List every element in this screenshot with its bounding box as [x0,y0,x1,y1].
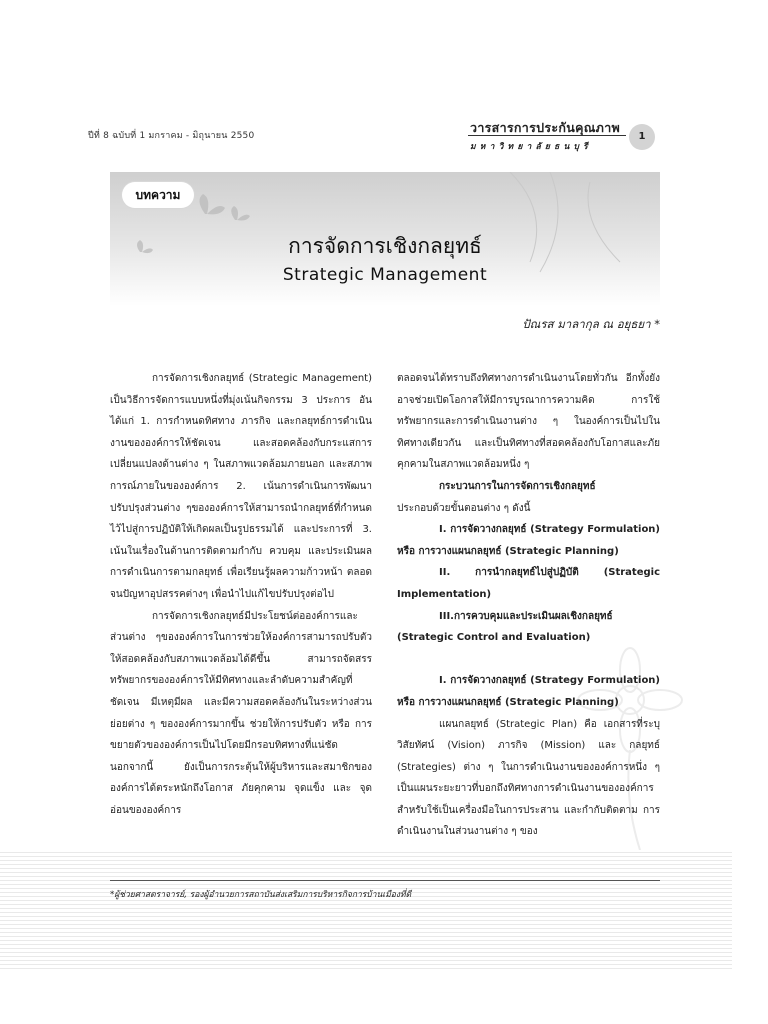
journal-subtitle: มหาวิทยาลัยธนบุรี [470,142,592,152]
subsection-heading: I. การจัดวางกลยุทธ์ (Strategy Formulation) หรือ การวางแผนกลยุทธ์ (Strategic Planning) [397,675,660,708]
article-title-english: Strategic Management [282,265,488,285]
author-name: ปัณรส มาลากุล ณ อยุธยา * [522,317,660,331]
section-heading: กระบวนการในการจัดการเชิงกลยุทธ์ [439,480,596,492]
left-text-column [110,368,372,821]
step-item: I. การจัดวางกลยุทธ์ (Strategy Formulation) หรือ การวางแผนกลยุทธ์ (Strategic Planning) [397,524,660,557]
section-tag: บทความ [122,182,194,208]
step-item: II. การนำกลยุทธ์ไปสู่ปฏิบัติ (Strategic Implementation) [397,567,660,600]
footnote-divider [110,880,660,881]
right-text-column [397,368,660,843]
paragraph: การจัดการเชิงกลยุทธ์ (Strategic Management) เป็นวิธีการจัดการแบบหนึ่งที่มุ่งเน้นกิจกรรม 3 ประการ อันได้แก่ 1. การกำหนดทิศทาง ภารกิจ และกลยุทธ์การดำเนินงานขององค์การให้ชัดเจน และสอดคล้องกับกระแสการเปลี่ยนแปลงด้านต่าง ๆ ในสภาพแวดล้อมภายนอก และสภาพการณ์ภายในขององค์การ 2. เน้นการดำเนินการพัฒนาปรับปรุงส่วนต่าง ๆขององค์การให้สามารถนำกลยุทธ์ที่กำหนดไว้ไปสู่การปฏิบัติให้เกิดผลเป็นรูปธรรมได้ และประการที่ 3. เน้นในเรื่องในด้านการติดตามกำกับ ควบคุม และประเมินผลการดำเนินการตามกลยุทธ์ เพื่อเรียนรู้ผลความก้าวหน้า ตลอดจนปัญหาอุปสรรคต่างๆ เพื่อนำไปแก้ไขปรับปรุงต่อไป [110,373,372,600]
paragraph: ตลอดจนได้ทราบถึงทิศทางการดำเนินงานโดยทั่วกัน อีกทั้งยังอาจช่วยเปิดโอกาสให้มีการบูรณาการความคิด การใช้ทรัพยากรและการดำเนินงานต่าง ๆ ในองค์การเป็นไปในทิศทางเดียวกัน และเป็นทิศทางที่สอดคล้องกับโอกาสและภัยคุกคามในสภาพแวดล้อมหนึ่ง ๆ [397,373,660,471]
issue-info: ปีที่ 8 ฉบับที่ 1 มกราคม - มิถุนายน 2550 [88,131,255,141]
decorative-stripes [0,852,732,970]
journal-title: วารสารการประกันคุณภาพ [470,120,621,135]
paragraph: การจัดการเชิงกลยุทธ์มีประโยชน์ต่อองค์การและส่วนต่าง ๆขององค์การในการช่วยให้องค์การสามารถปรับตัวให้สอดคล้องกับสภาพแวดล้อมได้ดีขึ้น สามารถจัดสรรทรัพยากรขององค์การให้มีทิศทางและลำดับความสำคัญที่ชัดเจน มีเหตุมีผล และมีความสอดคล้องกันในระหว่างส่วนย่อยต่าง ๆ ขององค์การมากขึ้น ช่วยให้การปรับตัว หรือ การขยายตัวขององค์การเป็นไปโดยมีกรอบทิศทางที่แน่ชัด นอกจากนี้ ยังเป็นการกระตุ้นให้ผู้บริหารและสมาชิกขององค์การได้ตระหนักถึงโอกาส ภัยคุกคาม จุดแข็ง และ จุดอ่อนขององค์การ [110,610,372,816]
spacer [397,649,660,671]
paragraph: ประกอบด้วยขั้นตอนต่าง ๆ ดังนี้ [397,502,531,514]
page-number-badge: 1 [629,124,655,150]
paragraph: แผนกลยุทธ์ (Strategic Plan) คือ เอกสารที่ระบุ วิสัยทัศน์ (Vision) ภารกิจ (Mission) และ กลยุทธ์ (Strategies) ต่าง ๆ ในการดำเนินงานขององค์การหนึ่ง ๆ เป็นแผนระยะยาวที่บอกถึงทิศทางการดำเนินงานขององค์การ สำหรับใช้เป็นเครื่องมือในการประสาน และกำกับติดตาม การดำเนินงานในส่วนงานต่าง ๆ ของ [397,718,660,838]
footnote: *ผู้ช่วยศาสตราจารย์, รองผู้อำนวยการสถาบันส่งเสริมการบริหารกิจการบ้านเมืองที่ดี [110,890,412,900]
step-item: III.การควบคุมและประเมินผลเชิงกลยุทธ์ (Strategic Control and Evaluation) [397,610,613,644]
masthead-divider [468,135,626,136]
article-title-thai: การจัดการเชิงกลยุทธ์ [288,234,482,258]
